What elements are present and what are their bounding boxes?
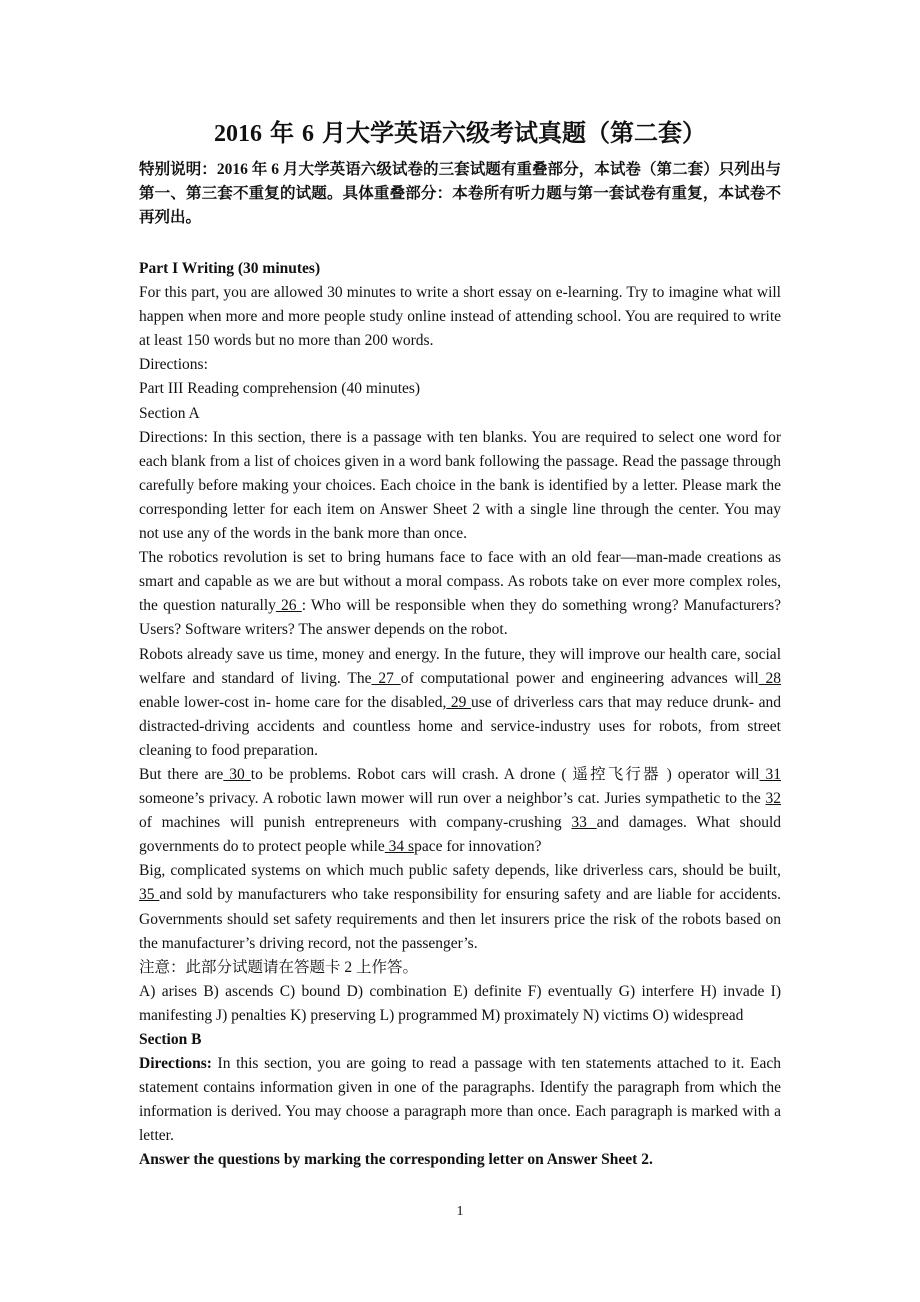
word-bank: A) arises B) ascends C) bound D) combination E) definite F) eventually G) interfere H) invade I) manifesting J) penalties K) preserving L) programmed M) proximately N) victims O) widespread (139, 982, 781, 1024)
paragraph-text: Big, complicated systems on which much public safety depends, like driverless cars, should be built, (139, 862, 781, 880)
passage-paragraph-2 (139, 643, 781, 763)
document-body (139, 257, 781, 1173)
section-a-heading: Section A (139, 404, 200, 422)
blank-30: 30 (223, 765, 251, 783)
paragraph-text: and sold by manufacturers who take responsibility for ensuring safety and are liable for accidents. Governments should set safety requirements and then let insurers price the risk of the robots based on the manufacturer’s driving record, not the passenger’s. (139, 886, 781, 952)
special-note: 特别说明：2016 年 6 月大学英语六级试卷的三套试题有重叠部分，本试卷（第二套）只列出与第一、第三套不重复的试题。具体重叠部分：本卷所有听力题与第一套试卷有重复，本试卷不再列出。 (139, 161, 781, 227)
section-b-instruction: Answer the questions by marking the corresponding letter on Answer Sheet 2. (139, 1151, 653, 1169)
blank-33: 33 (571, 814, 597, 832)
paragraph-text: of computational power and engineering advances will (400, 669, 759, 687)
passage-paragraph-4 (139, 859, 781, 955)
paragraph-text: someone’s privacy. A robotic lawn mower will run over a neighbor’s cat. Juries sympathetic to the (139, 790, 761, 808)
blank-28: 28 (758, 669, 782, 687)
blank-27: 27 (371, 669, 401, 687)
paragraph-text: use of driverless cars that may reduce drunk- and distracted-driving accidents and countless home and service-industry uses for robots, from street cleaning to food preparation. (139, 693, 782, 759)
paragraph-text: and damages. What should governments do to protect people while (139, 814, 782, 856)
page-title: 2016 年 6 月大学英语六级考试真题（第二套） (214, 121, 706, 147)
paragraph-text: : Who will be responsible when they do something wrong? Manufacturers? Users? Software writers? The answer depends on the robot. (139, 597, 781, 639)
passage-paragraph-1 (139, 546, 781, 642)
blank-32: 32 (765, 790, 781, 808)
writing-heading: Part I Writing (30 minutes) (139, 260, 321, 277)
blank-29: 29 (446, 693, 471, 711)
section-b-heading: Section B (139, 1031, 202, 1048)
section-b-directions (139, 1052, 781, 1148)
writing-text: For this part, you are allowed 30 minutes to write a short essay on e-learning. Try to imagine what will happen when more and more people study online instead of attending school. You are required to write at least 150 words but no more than 200 words. (139, 284, 781, 350)
reading-heading: Part III Reading comprehension (40 minutes) (139, 380, 421, 398)
paragraph-text: The robotics revolution is set to bring humans face to face with an old fear—man-made creations as smart and capable as we are but without a moral compass. As robots take on ever more complex roles, the question naturally (139, 549, 781, 615)
blank-31: 31 (759, 765, 782, 783)
paragraph-text: enable lower-cost in- home care for the disabled, (139, 693, 447, 711)
writing-directions: Directions: (139, 356, 208, 374)
paragraph-text: Robots already save us time, money and energy. In the future, they will improve our health care, social welfare and standard of living. The (139, 645, 781, 687)
directions-text: In this section, you are going to read a passage with ten statements attached to it. Each statement contains information given in one of the paragraphs. Identify the paragraph from which the information is derived. You may choose a paragraph more than once. Each paragraph is marked with a letter. (139, 1055, 781, 1145)
page-number: 1 (456, 1204, 464, 1219)
section-a-directions: Directions: In this section, there is a passage with ten blanks. You are required to select one word for each blank from a list of choices given in a word bank following the passage. Read the passage through carefully before making your choices. Each choice in the bank is identified by a letter. Please mark the corresponding letter for each item on Answer Sheet 2 with a single line through the center. You may not use any of the words in the bank more than once. (139, 428, 781, 543)
blank-26: 26 (275, 597, 302, 615)
paragraph-text: of machines will punish entrepreneurs with company-crushing (139, 814, 562, 832)
answer-sheet-note: 注意：此部分试题请在答题卡 2 上作答。 (139, 958, 419, 976)
passage-paragraph-3 (139, 763, 781, 859)
blank-34: 34 s (384, 838, 415, 856)
paragraph-text: pace for innovation? (414, 838, 542, 856)
directions-label: Directions: (139, 1055, 212, 1073)
paragraph-text: But there are (139, 765, 224, 783)
blank-35: 35 (139, 886, 160, 904)
paragraph-text: to be problems. Robot cars will crash. A drone ( 遥控飞行器 ) operator will (250, 765, 760, 783)
